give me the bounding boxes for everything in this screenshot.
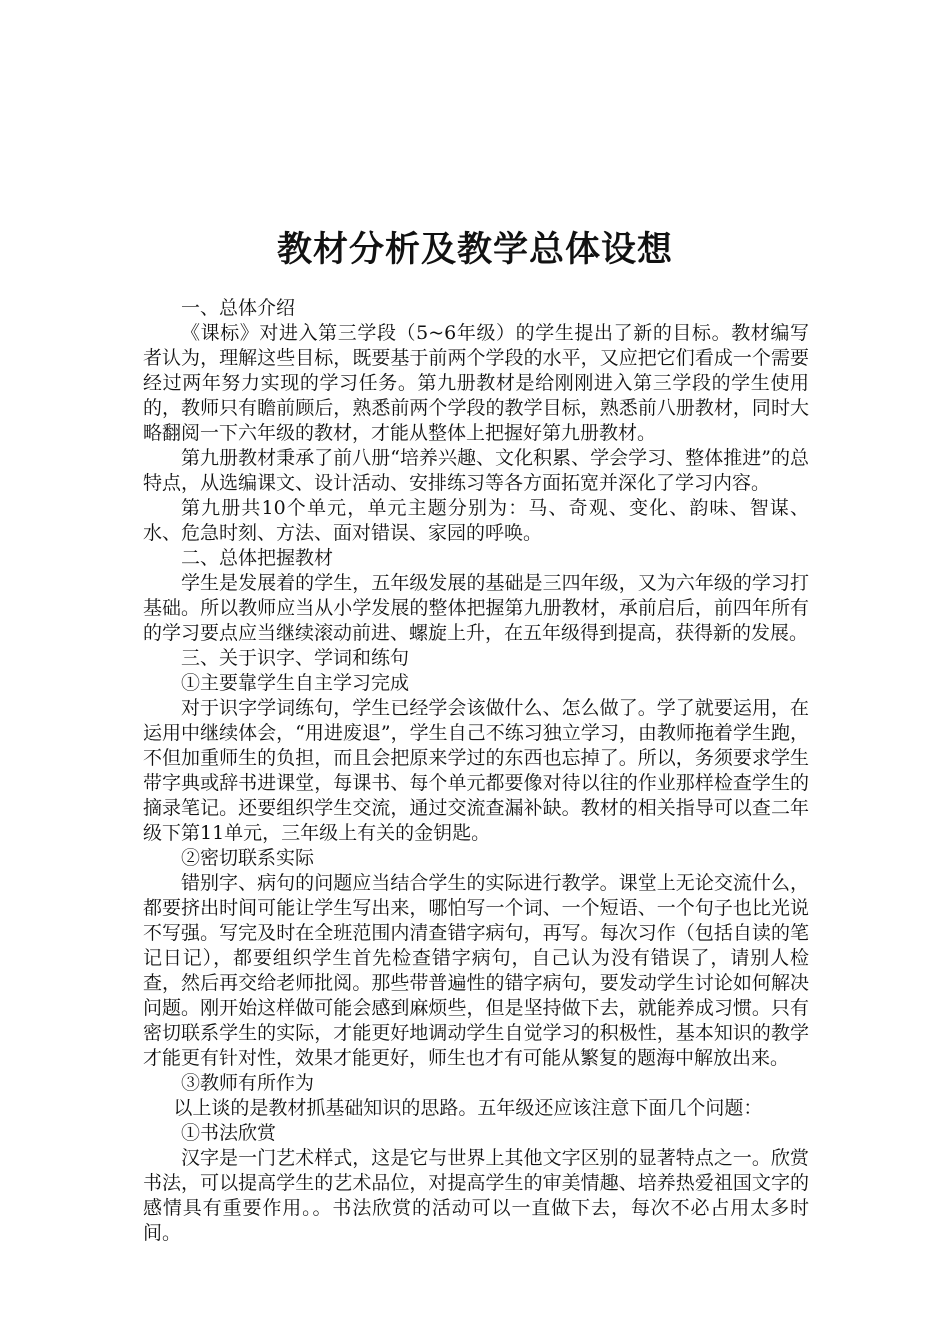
- subsection-heading: ①主要靠学生自主学习完成: [181, 672, 410, 694]
- paragraph: 第九册教材秉承了前八册“培养兴趣、文化积累、学会学习、整体推进”的总特点，从选编课文、设计活动、安排练习等各方面拓宽并深化了学习内容。: [143, 447, 809, 494]
- section-heading: 二、总体把握教材: [181, 547, 334, 569]
- paragraph: 《课标》对进入第三学段（5~6年级）的学生提出了新的目标。教材编写者认为，理解这些目标，既要基于前两个学段的水平，又应把它们看成一个需要经过两年努力实现的学习任务。第九册教材是给刚刚进入第三学段的学生使用的，教师只有瞻前顾后，熟悉前两个学段的教学目标，熟悉前八册教材，同时大略翻阅一下六年级的教材，才能从整体上把握好第九册教材。: [143, 322, 809, 444]
- subsection-heading: ③教师有所作为: [181, 1072, 315, 1094]
- section-heading: 三、关于识字、学词和练句: [181, 647, 410, 669]
- section-heading: 一、总体介绍: [181, 297, 296, 319]
- paragraph: 学生是发展着的学生，五年级发展的基础是三四年级，又为六年级的学习打基础。所以教师应当从小学发展的整体把握第九册教材，承前启后，前四年所有的学习要点应当继续滚动前进、螺旋上升，在五年级得到提高，获得新的发展。: [143, 572, 809, 644]
- paragraph: 汉字是一门艺术样式，这是它与世界上其他文字区别的显著特点之一。欣赏书法，可以提高学生的艺术品位，对提高学生的审美情趣、培养热爱祖国文字的感情具有重要作用。。书法欣赏的活动可以一直做下去，每次不必占用太多时间。: [143, 1147, 809, 1244]
- paragraph: 第九册共10个单元，单元主题分别为：马、奇观、变化、韵味、智谋、水、危急时刻、方法、面对错误、家园的呼唤。: [143, 497, 809, 544]
- document-body: [143, 296, 809, 1246]
- document-title: 教材分析及教学总体设想: [276, 230, 673, 270]
- subsection-heading: ①书法欣赏: [181, 1122, 277, 1144]
- subsection-heading: ②密切联系实际: [181, 847, 315, 869]
- paragraph: 以上谈的是教材抓基础知识的思路。五年级还应该注意下面几个问题：: [173, 1097, 763, 1119]
- paragraph: 错别字、病句的问题应当结合学生的实际进行教学。课堂上无论交流什么，都要挤出时间可能让学生写出来，哪怕写一个词、一个短语、一个句子也比光说不写强。写完及时在全班范围内清查错字病句，再写。每次习作（包括自读的笔记日记），都要组织学生首先检查错字病句，自己认为没有错误了，请别人检查，然后再交给老师批阅。那些带普遍性的错字病句，要发动学生讨论如何解决问题。刚开始这样做可能会感到麻烦些，但是坚持做下去，就能养成习惯。只有密切联系学生的实际，才能更好地调动学生自觉学习的积极性，基本知识的教学才能更有针对性，效果才能更好，师生也才有可能从繁复的题海中解放出来。: [143, 872, 809, 1069]
- paragraph: 对于识字学词练句，学生已经学会该做什么、怎么做了。学了就要运用，在运用中继续体会，“用进废退”，学生自己不练习独立学习，由教师拖着学生跑，不但加重师生的负担，而且会把原来学过的东西也忘掉了。所以，务须要求学生带字典或辞书进课堂，每课书、每个单元都要像对待以往的作业那样检查学生的摘录笔记。还要组织学生交流，通过交流查漏补缺。教材的相关指导可以查二年级下第11单元，三年级上有关的金钥匙。: [143, 697, 809, 844]
